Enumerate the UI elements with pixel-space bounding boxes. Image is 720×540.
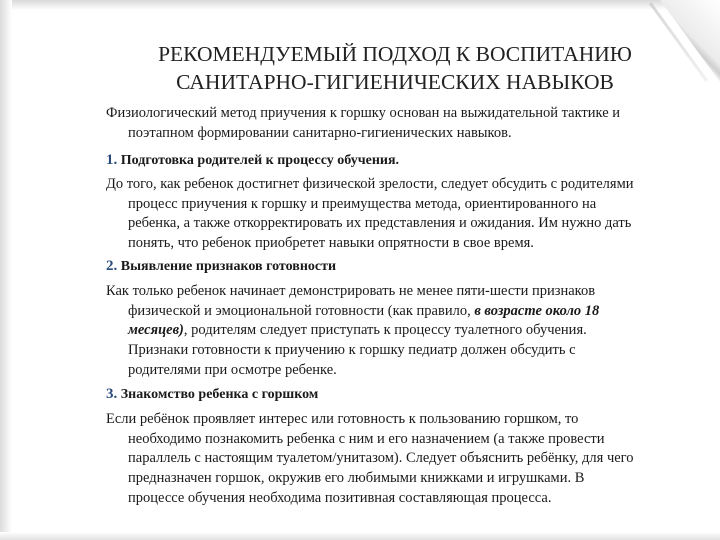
paragraph-line: родителями при осмотре ребенке. [128,361,337,378]
paragraph-line: понять, что ребенок приобретет навыки опрятности в свое время. [128,235,534,252]
section-2-heading [106,256,700,277]
intro-line: Физиологический метод приучения к горшку основан на выжидательной тактике и [106,105,621,121]
paragraph-line: Если ребёнок проявляет интерес или готовность к пользованию горшком, то [106,411,579,427]
section-number: 3. [106,386,118,402]
paragraph-line: Как только ребенок начинает демонстрировать не менее пяти-шести признаков [106,283,596,299]
section-1-heading [106,150,700,171]
paragraph-text: физической и эмоциональной готовности (как правило, [128,302,471,319]
section-3-heading [106,384,700,405]
paragraph-line: необходимо познакомить ребенка с ним и его назначением (а также провести [128,430,605,447]
slide-bottom-shadow [0,532,720,540]
slide-left-shadow [0,0,12,540]
paragraph-line: Признаки готовности к приучению к горшку педиатр должен обсудить с [128,342,576,359]
intro-line: поэтапном формировании санитарно-гигиенических навыков. [128,124,512,141]
section-number: 1. [106,152,118,168]
slide-title [100,40,690,96]
paragraph-line [106,321,700,341]
paragraph-line: параллель с настоящим туалетом/унитазом). Следует объяснить ребёнку, для чего [128,450,634,467]
section-heading-text: Знакомство ребенка с горшком [117,387,319,402]
paragraph-line: ребенка, а также откорректировать их представления и ожидания. Им нужно дать [128,215,632,232]
section-1-paragraph [106,175,700,254]
paragraph-line [106,302,700,322]
emphasis-text: месяцев) [128,322,184,339]
paragraph-line: До того, как ребенок достигнет физической зрелости, следует обсудить с родителями [106,176,634,192]
section-3-paragraph [106,410,700,509]
paragraph-line: предназначен горшок, окружив его любимыми книжками и игрушками. В [128,470,585,487]
section-number: 2. [106,258,118,274]
emphasis-text: в возрасте около 18 [474,302,600,319]
intro-paragraph [106,104,700,143]
paragraph-text: , родителям следует приступать к процессу туалетного обучения. [183,322,587,339]
paragraph-line: процесс приучения к горшку и преимущества метода, ориентированного на [128,195,597,212]
section-heading-text: Подготовка родителей к процессу обучения. [117,153,400,168]
slide-top-shadow [0,0,720,10]
section-heading-text: Выявление признаков готовности [117,259,337,274]
section-2-paragraph [106,282,700,381]
title-line-1: РЕКОМЕНДУЕМЫЙ ПОДХОД К ВОСПИТАНИЮ [158,42,632,66]
paragraph-line: процессе обучения необходима позитивная составляющая процесса. [128,489,552,506]
title-line-2: САНИТАРНО-ГИГИЕНИЧЕСКИХ НАВЫКОВ [176,70,614,94]
